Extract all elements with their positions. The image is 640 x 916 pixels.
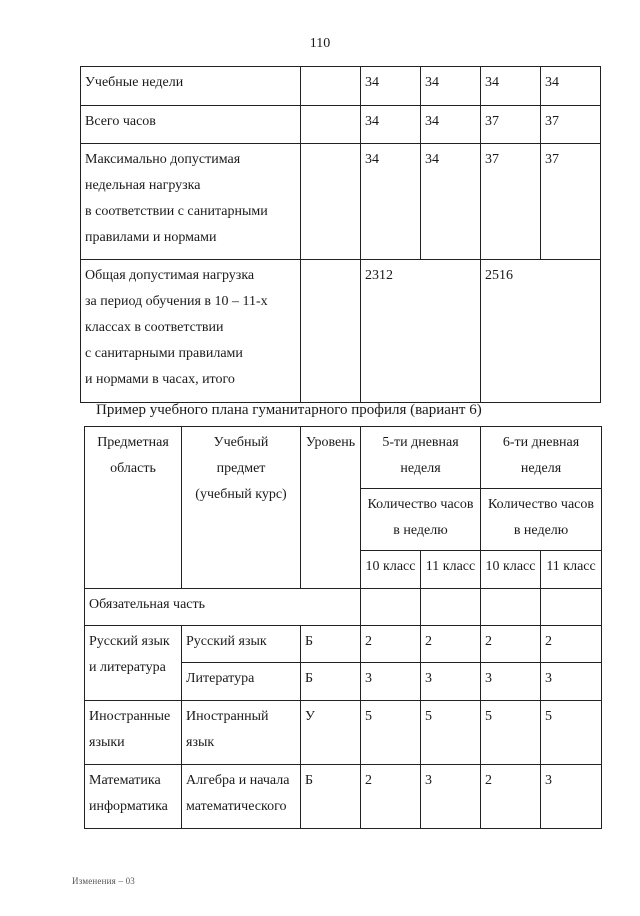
summary-table — [80, 66, 601, 403]
value-cell: 5 — [481, 701, 541, 765]
value-cell: 3 — [541, 765, 602, 829]
value-cell: 34 — [361, 106, 421, 144]
header-grade: 10 класс — [361, 551, 421, 589]
area-cell: Русский язык и литература — [85, 626, 182, 701]
header-5-day-week: 5-ти дневная неделя — [361, 427, 481, 489]
level-cell: Б — [301, 626, 361, 663]
table-row — [81, 260, 601, 403]
plan-title: Пример учебного плана гуманитарного профиля (вариант 6) — [96, 402, 482, 418]
header-6-day-week: 6-ти дневная неделя — [481, 427, 602, 489]
empty-cell — [301, 106, 361, 144]
value-cell: 2312 — [361, 260, 481, 403]
value-cell: 2 — [481, 765, 541, 829]
table-row — [85, 765, 602, 829]
table-row — [85, 626, 602, 663]
value-cell: 3 — [361, 663, 421, 701]
value-cell: 2516 — [481, 260, 601, 403]
header-level: Уровень — [301, 427, 361, 589]
value-cell: 5 — [361, 701, 421, 765]
header-hours-per-week: Количество часов в неделю — [481, 489, 602, 551]
header-grade: 10 класс — [481, 551, 541, 589]
subject-cell: Иностранный язык — [182, 701, 301, 765]
value-cell: 5 — [421, 701, 481, 765]
value-cell: 34 — [481, 67, 541, 106]
mandatory-part-label: Обязательная часть — [85, 589, 361, 626]
value-cell: 3 — [421, 765, 481, 829]
table-row — [81, 144, 601, 260]
empty-cell — [301, 260, 361, 403]
value-cell: 37 — [481, 144, 541, 260]
header-grade: 11 класс — [421, 551, 481, 589]
row-label: Общая допустимая нагрузка за период обучения в 10 – 11-х классах в соответствии с санитарными правилами и нормами в часах, итого — [81, 260, 301, 403]
empty-cell — [361, 589, 421, 626]
value-cell: 5 — [541, 701, 602, 765]
row-label: Всего часов — [81, 106, 301, 144]
empty-cell — [301, 144, 361, 260]
area-cell: Математика информатика — [85, 765, 182, 829]
value-cell: 2 — [421, 626, 481, 663]
subject-cell: Алгебра и начала математического — [182, 765, 301, 829]
value-cell: 2 — [361, 765, 421, 829]
level-cell: Б — [301, 765, 361, 829]
empty-cell — [301, 67, 361, 106]
value-cell: 2 — [361, 626, 421, 663]
subject-cell: Литература — [182, 663, 301, 701]
row-label: Учебные недели — [81, 67, 301, 106]
table-row — [85, 701, 602, 765]
value-cell: 2 — [541, 626, 602, 663]
value-cell: 37 — [481, 106, 541, 144]
table-row — [85, 589, 602, 626]
area-cell: Иностранные языки — [85, 701, 182, 765]
value-cell: 34 — [421, 144, 481, 260]
table-row — [81, 106, 601, 144]
header-subject: Учебный предмет (учебный курс) — [182, 427, 301, 589]
curriculum-table — [84, 426, 602, 829]
value-cell: 34 — [541, 67, 601, 106]
header-row — [85, 427, 602, 489]
value-cell: 2 — [481, 626, 541, 663]
value-cell: 3 — [541, 663, 602, 701]
table-row — [81, 67, 601, 106]
header-grade: 11 класс — [541, 551, 602, 589]
empty-cell — [481, 589, 541, 626]
value-cell: 34 — [421, 67, 481, 106]
empty-cell — [541, 589, 602, 626]
value-cell: 34 — [421, 106, 481, 144]
value-cell: 37 — [541, 106, 601, 144]
empty-cell — [421, 589, 481, 626]
page-number: 110 — [309, 36, 331, 51]
footer-note: Изменения – 03 — [72, 876, 136, 886]
value-cell: 34 — [361, 144, 421, 260]
header-subject-area: Предметная область — [85, 427, 182, 589]
row-label: Максимально допустимая недельная нагрузка в соответствии с санитарными правилами и нормами — [81, 144, 301, 260]
value-cell: 3 — [421, 663, 481, 701]
value-cell: 37 — [541, 144, 601, 260]
level-cell: У — [301, 701, 361, 765]
header-hours-per-week: Количество часов в неделю — [361, 489, 481, 551]
level-cell: Б — [301, 663, 361, 701]
value-cell: 3 — [481, 663, 541, 701]
subject-cell: Русский язык — [182, 626, 301, 663]
value-cell: 34 — [361, 67, 421, 106]
